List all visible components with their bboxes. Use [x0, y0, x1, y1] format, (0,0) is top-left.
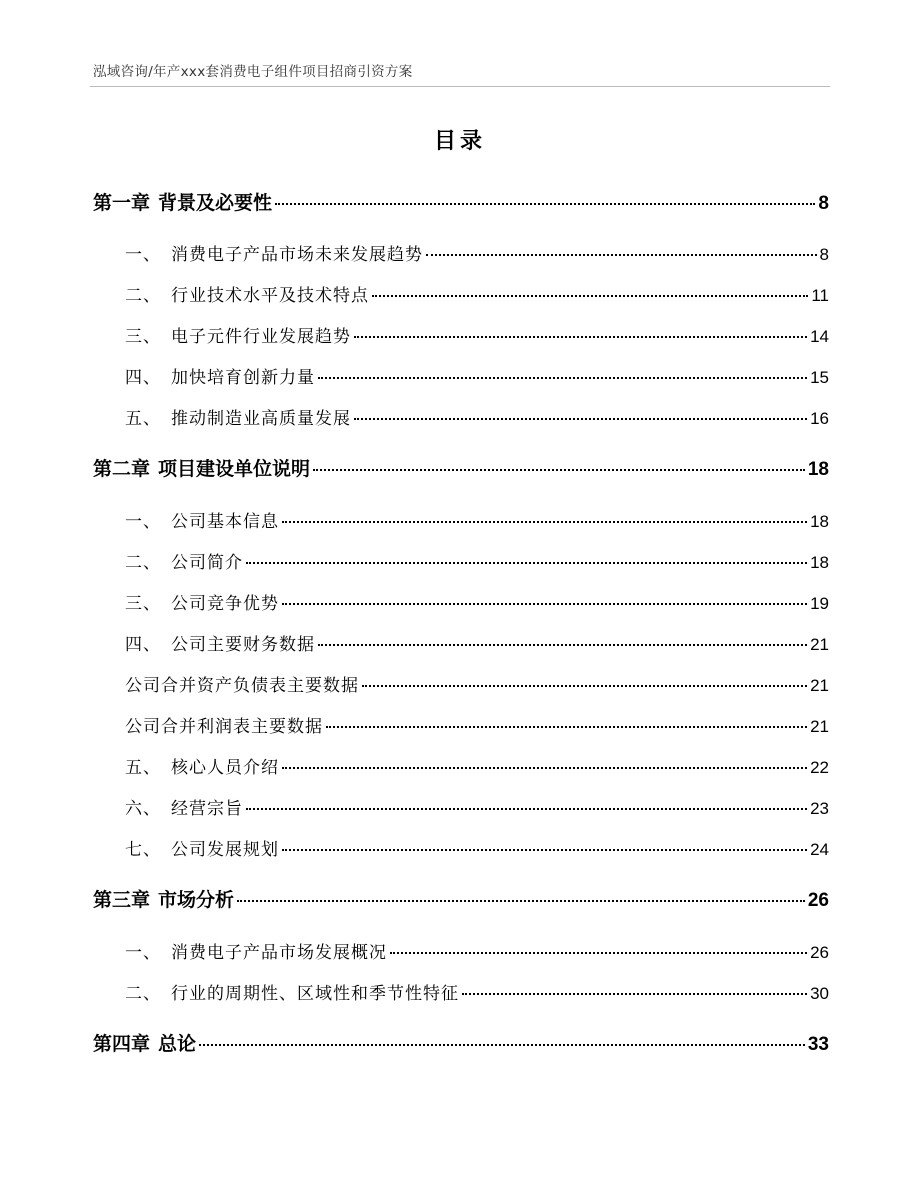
- toc-entry-title: 公司简介: [171, 553, 243, 573]
- toc-entry-number: 第四章: [93, 1033, 151, 1055]
- page-header: 泓域咨询/年产xxx套消费电子组件项目招商引资方案: [93, 64, 413, 80]
- toc-page-number: 26: [810, 943, 829, 962]
- toc-dot-leader: [390, 952, 807, 954]
- toc-entry-number: 三、: [125, 594, 161, 614]
- toc-entry-number: 五、: [125, 409, 161, 429]
- toc-page-number: 18: [807, 459, 829, 480]
- toc-entry-number: 二、: [125, 286, 161, 306]
- toc-entry-number: 六、: [125, 799, 161, 819]
- toc-entry-number: 二、: [125, 984, 161, 1004]
- toc-dot-leader: [354, 336, 807, 338]
- toc-entry-title: 背景及必要性: [158, 192, 273, 214]
- toc-page-number: 33: [807, 1034, 829, 1055]
- toc-entry-title: 公司合并资产负债表主要数据: [125, 676, 359, 696]
- toc-section[interactable]: [125, 404, 829, 429]
- toc-entry-title: 加快培育创新力量: [171, 368, 315, 388]
- toc-dot-leader: [318, 644, 807, 646]
- toc-entry-number: 二、: [125, 553, 161, 573]
- toc-dot-leader: [313, 469, 805, 471]
- toc-page-number: 8: [819, 245, 829, 264]
- toc-entry-title: 行业技术水平及技术特点: [171, 286, 369, 306]
- toc-dot-leader: [199, 1044, 805, 1046]
- toc-dot-leader: [237, 900, 805, 902]
- toc-entry-title: 核心人员介绍: [171, 758, 279, 778]
- toc-dot-leader: [326, 726, 807, 728]
- toc-entry-number: 四、: [125, 368, 161, 388]
- toc-section[interactable]: [125, 630, 829, 655]
- toc-entry-title: 公司基本信息: [171, 512, 279, 532]
- toc-title: 目录: [433, 129, 486, 154]
- toc-entry-number: 第一章: [93, 192, 151, 214]
- toc-page-number: 24: [810, 840, 829, 859]
- header-rule: [90, 86, 830, 87]
- toc-section[interactable]: [125, 281, 829, 306]
- toc-entry-number: 三、: [125, 327, 161, 347]
- toc-section[interactable]: [125, 589, 829, 614]
- toc-entry-number: 一、: [125, 943, 161, 963]
- toc-dot-leader: [282, 767, 807, 769]
- toc-entry-title: 市场分析: [158, 889, 235, 911]
- toc-page-number: 21: [810, 676, 829, 695]
- toc-page-number: 19: [810, 594, 829, 613]
- toc-entry-title: 公司竞争优势: [171, 594, 279, 614]
- toc-section[interactable]: [125, 753, 829, 778]
- toc-page-number: 11: [811, 286, 829, 305]
- toc-section[interactable]: [125, 240, 829, 265]
- toc-entry-title: 推动制造业高质量发展: [171, 409, 351, 429]
- toc-dot-leader: [246, 808, 807, 810]
- toc-entry-title: 经营宗旨: [171, 799, 243, 819]
- toc-page-number: 22: [810, 758, 829, 777]
- toc-dot-leader: [282, 521, 807, 523]
- toc-page-number: 16: [810, 409, 829, 428]
- toc-subsection[interactable]: [125, 712, 829, 737]
- toc-dot-leader: [282, 849, 807, 851]
- toc-section[interactable]: [125, 794, 829, 819]
- toc-entry-number: 第三章: [93, 889, 151, 911]
- toc-subsection[interactable]: [125, 671, 829, 696]
- toc-chapter[interactable]: [93, 885, 829, 912]
- toc-entry-number: 一、: [125, 245, 161, 265]
- toc-chapter[interactable]: [93, 454, 829, 481]
- toc-page-number: 18: [810, 553, 829, 572]
- toc-section[interactable]: [125, 548, 829, 573]
- toc-page-number: 21: [810, 635, 829, 654]
- toc-dot-leader: [318, 377, 807, 379]
- toc-entry-number: 第二章: [93, 458, 151, 480]
- toc-entry-number: 四、: [125, 635, 161, 655]
- toc-chapter[interactable]: [93, 188, 829, 215]
- toc-entry-number: 一、: [125, 512, 161, 532]
- toc-section[interactable]: [125, 938, 829, 963]
- toc-dot-leader: [372, 295, 808, 297]
- toc-entry-title: 行业的周期性、区域性和季节性特征: [171, 984, 459, 1004]
- toc-page-number: 15: [810, 368, 829, 387]
- toc-section[interactable]: [125, 979, 829, 1004]
- toc-page-number: 26: [807, 890, 829, 911]
- toc-dot-leader: [275, 203, 815, 205]
- toc-dot-leader: [426, 254, 817, 256]
- toc-section[interactable]: [125, 322, 829, 347]
- toc-section[interactable]: [125, 363, 829, 388]
- toc-entry-title: 总论: [158, 1033, 197, 1055]
- toc-page-number: 14: [810, 327, 829, 346]
- toc-page-number: 21: [810, 717, 829, 736]
- toc-page-number: 8: [818, 193, 829, 214]
- toc-entry-title: 消费电子产品市场发展概况: [171, 943, 387, 963]
- toc-entry-title: 公司主要财务数据: [171, 635, 315, 655]
- toc-section[interactable]: [125, 507, 829, 532]
- toc-entry-title: 电子元件行业发展趋势: [171, 327, 351, 347]
- toc-dot-leader: [246, 562, 807, 564]
- toc-dot-leader: [282, 603, 807, 605]
- toc-page-number: 18: [810, 512, 829, 531]
- toc-page-number: 30: [810, 984, 829, 1003]
- toc-entry-title: 消费电子产品市场未来发展趋势: [171, 245, 423, 265]
- toc-section[interactable]: [125, 835, 829, 860]
- toc-entry-number: 七、: [125, 840, 161, 860]
- toc-dot-leader: [462, 993, 807, 995]
- toc-entry-number: 五、: [125, 758, 161, 778]
- toc-entry-title: 公司合并利润表主要数据: [125, 717, 323, 737]
- toc-chapter[interactable]: [93, 1029, 829, 1056]
- toc-entry-title: 公司发展规划: [171, 840, 279, 860]
- toc-entry-title: 项目建设单位说明: [158, 458, 311, 480]
- toc-page-number: 23: [810, 799, 829, 818]
- toc-dot-leader: [354, 418, 807, 420]
- toc-dot-leader: [362, 685, 807, 687]
